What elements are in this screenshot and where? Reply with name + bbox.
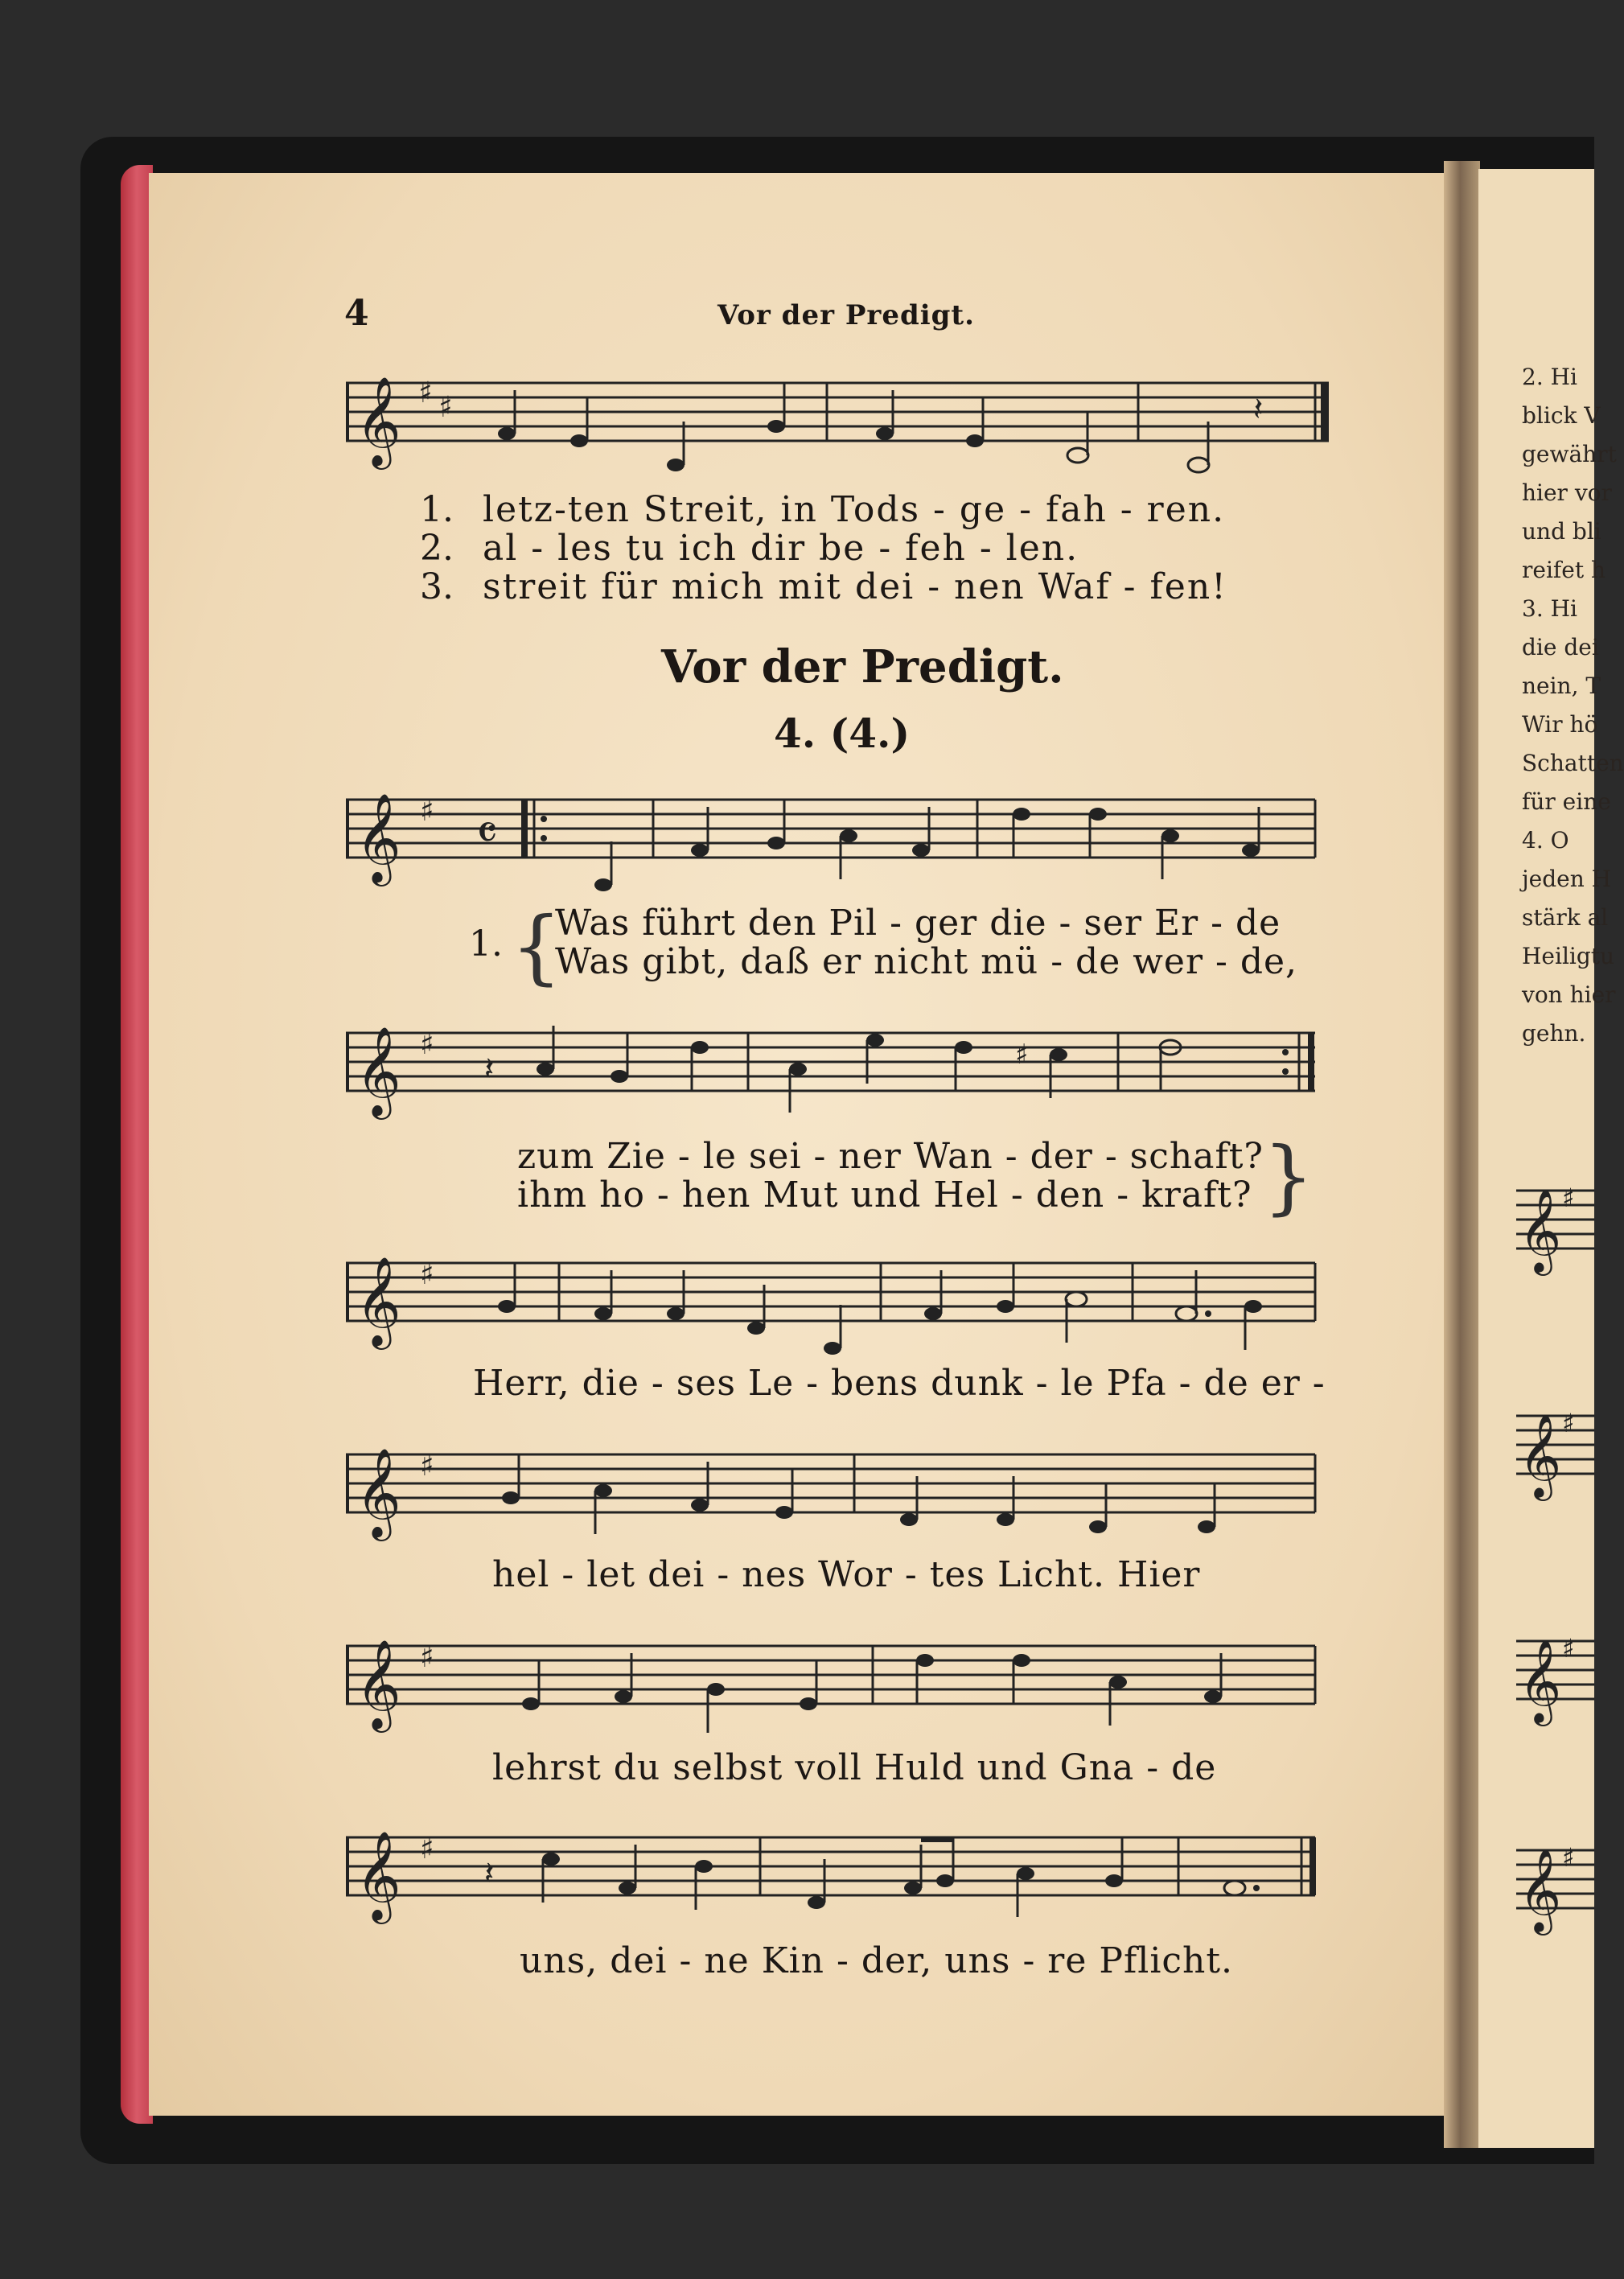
svg-text:♯: ♯ [420, 1833, 434, 1866]
brace-right: } [1263, 1129, 1314, 1224]
lyric-line-3: Herr, die - ses Le - bens dunk - le Pfa - de er - [473, 1363, 1326, 1404]
right-page-text-11: Schatten [1522, 750, 1624, 776]
verse-number-1: 1. [420, 489, 454, 530]
lyric-line-1b: Was gibt, daß er nicht mü - de wer - de, [555, 941, 1298, 982]
svg-text:𝄞: 𝄞 [356, 1256, 401, 1346]
svg-text:𝄞: 𝄞 [1519, 1639, 1562, 1723]
svg-text:𝄞: 𝄞 [1519, 1188, 1562, 1273]
right-page-text-5: und bli [1522, 518, 1601, 545]
svg-text:♯: ♯ [1015, 1039, 1029, 1071]
svg-text:𝄴: 𝄴 [476, 805, 498, 862]
lyric-line-2b: ihm ho - hen Mut und Hel - den - kraft? [517, 1174, 1252, 1216]
right-page-text-1: 2. Hi [1522, 364, 1577, 390]
right-page-staves [1512, 1158, 1594, 1963]
verse-number-2: 2. [420, 528, 454, 569]
music-staff-1 [346, 370, 1335, 499]
right-page-text-16: Heiligtu [1522, 943, 1615, 969]
right-page-text-6: reifet h [1522, 557, 1606, 583]
svg-text:𝄽: 𝄽 [484, 1051, 495, 1088]
svg-text:♯: ♯ [1562, 1408, 1575, 1438]
svg-text:𝄞: 𝄞 [1519, 1848, 1562, 1932]
svg-text:♯: ♯ [420, 1258, 434, 1291]
svg-text:𝄞: 𝄞 [356, 1447, 401, 1537]
music-staff-2 [346, 782, 1335, 903]
svg-text:𝄞: 𝄞 [356, 376, 401, 466]
verse-number-3: 3. [420, 566, 454, 607]
book-gutter [1444, 161, 1480, 2148]
right-page-text-9: nein, T [1522, 673, 1601, 699]
music-staff-3 [346, 1015, 1335, 1136]
hymn-verse-label: 1. [469, 924, 503, 965]
right-page-text-8: die dei [1522, 634, 1599, 660]
svg-text:𝄞: 𝄞 [356, 1639, 401, 1729]
verse-line-2: al - les tu ich dir be - feh - len. [483, 528, 1079, 569]
right-page-text-18: gehn. [1522, 1020, 1586, 1047]
verse-line-3: streit für mich mit dei - nen Waf - fen! [483, 566, 1227, 607]
lyric-line-2a: zum Zie - le sei - ner Wan - der - schaft? [517, 1136, 1264, 1177]
svg-text:𝄽: 𝄽 [484, 1855, 495, 1892]
right-page-text-12: für eine [1522, 788, 1611, 815]
svg-text:𝄞: 𝄞 [356, 1026, 401, 1116]
svg-text:♯: ♯ [1562, 1842, 1575, 1873]
right-page-text-7: 3. Hi [1522, 595, 1577, 622]
svg-text:♯: ♯ [1562, 1633, 1575, 1664]
verse-line-1: letz-ten Streit, in Tods - ge - fah - ren. [483, 489, 1226, 530]
music-staff-6 [346, 1628, 1335, 1749]
section-title: Vor der Predigt. [661, 640, 1064, 693]
page-edge-red [121, 165, 153, 2124]
page-number: 4 [344, 293, 369, 334]
running-head: Vor der Predigt. [717, 299, 975, 331]
right-page-text-2: blick V [1522, 402, 1601, 429]
svg-text:𝄽: 𝄽 [1253, 391, 1264, 428]
right-page-text-14: jeden H [1522, 866, 1612, 892]
svg-text:♯: ♯ [420, 1450, 434, 1483]
right-page-text-17: von hier [1522, 981, 1616, 1008]
right-page-text-10: Wir hö [1522, 711, 1598, 738]
music-staff-7 [346, 1820, 1335, 1940]
svg-text:𝄞: 𝄞 [356, 1830, 401, 1920]
lyric-line-4: hel - let dei - nes Wor - tes Licht. Hier [492, 1554, 1201, 1595]
brace-left: { [511, 899, 562, 993]
right-page-text-15: stärk al [1522, 904, 1609, 931]
svg-text:♯: ♯ [420, 1028, 434, 1061]
right-page-text-3: gewährt [1522, 441, 1617, 467]
svg-text:♯: ♯ [438, 391, 453, 424]
music-staff-5 [346, 1437, 1335, 1557]
svg-text:♯: ♯ [418, 376, 433, 409]
svg-text:♯: ♯ [1562, 1183, 1575, 1213]
lyric-line-1a: Was führt den Pil - ger die - ser Er - de [555, 903, 1281, 944]
lyric-line-5: lehrst du selbst voll Huld und Gna - de [492, 1747, 1217, 1788]
right-page-text-4: hier vor [1522, 479, 1612, 506]
music-staff-4 [346, 1245, 1335, 1366]
right-page-text-13: 4. O [1522, 827, 1569, 854]
svg-text:𝄞: 𝄞 [1519, 1413, 1562, 1498]
lyric-line-6: uns, dei - ne Kin - der, uns - re Pflicht. [520, 1940, 1234, 1981]
svg-text:♯: ♯ [420, 795, 434, 828]
svg-text:♯: ♯ [420, 1641, 434, 1674]
hymn-number: 4. (4.) [774, 710, 911, 757]
svg-text:𝄞: 𝄞 [356, 792, 401, 882]
